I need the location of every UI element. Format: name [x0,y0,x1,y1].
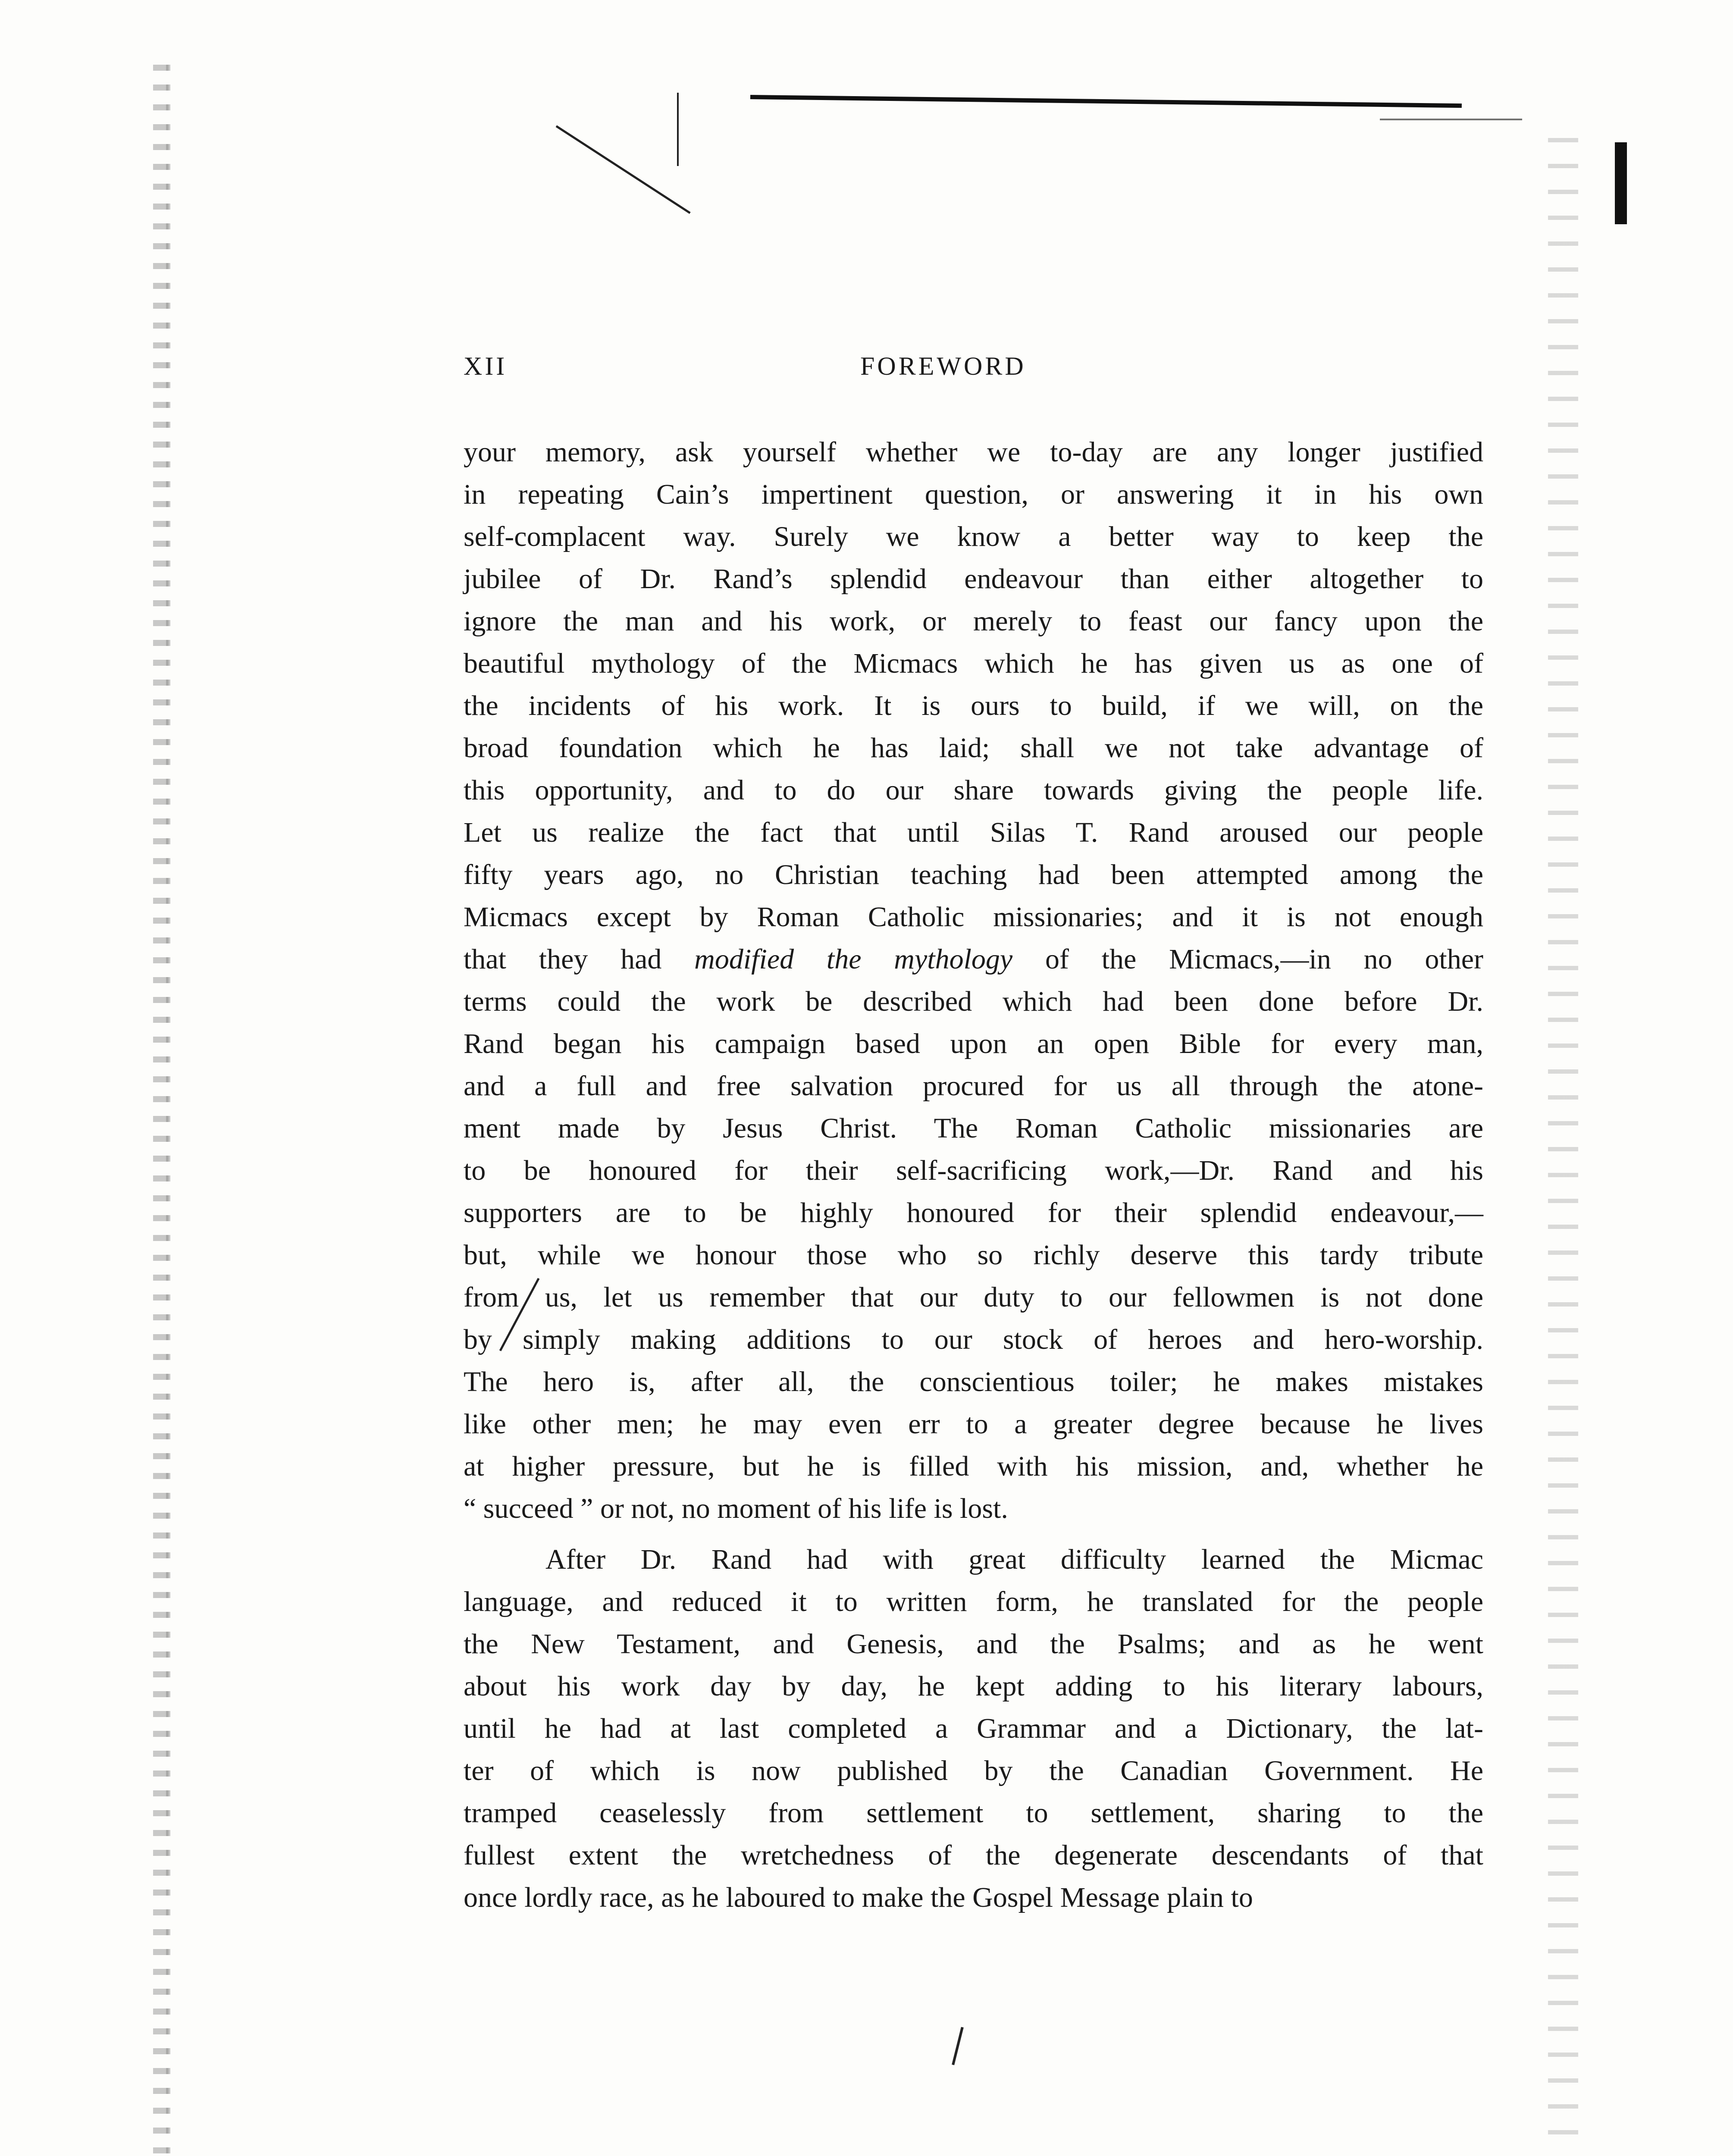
text-line: broad foundation which he has laid; shall we not take advantage of [464,732,1483,764]
text-line: from us, let us remember that our duty to our fellowmen is not done [464,1282,1483,1313]
text-line: language, and reduced it to written form, he translated for the people [464,1586,1483,1617]
text-line: Let us realize the fact that until Silas T. Rand aroused our people [464,817,1483,848]
text-line: the incidents of his work. It is ours to build, if we will, on the [464,690,1483,721]
text-line: until he had at last completed a Grammar and a Dictionary, the lat- [464,1713,1483,1744]
text-line: tramped ceaselessly from settlement to settlement, sharing to the [464,1797,1483,1829]
body-text [464,431,1483,1919]
scan-edge-line-left [166,65,169,2156]
text-line: terms could the work be described which had been done before Dr. [464,986,1483,1017]
text-run: that they had [464,943,695,975]
text-line: After Dr. Rand had with great difficulty learned the Micmac [545,1544,1483,1575]
italic-phrase: modified the mythology [694,943,1013,975]
paragraph-gap [464,1530,1483,1539]
paragraph [464,431,1483,1530]
text-line: ment made by Jesus Christ. The Roman Catholic missionaries are [464,1112,1483,1144]
text-line: but, while we honour those who so richly deserve this tardy tribute [464,1239,1483,1271]
text-line: Micmacs except by Roman Catholic missionaries; and it is not enough [464,901,1483,933]
text-line: ignore the man and his work, or merely to feast our fancy upon the [464,605,1483,637]
paragraph [464,1539,1483,1919]
pen-mark-diagonal [556,125,691,214]
text-line: about his work day by day, he kept adding to his literary labours, [464,1670,1483,1702]
text-line: this opportunity, and to do our share towards giving the people life. [464,774,1483,806]
page-number: XII [464,352,508,380]
scan-rule-top-tail [1380,119,1522,120]
scan-rule-top [750,95,1462,108]
text-line: “ succeed ” or not, no moment of his life is lost. [464,1493,1008,1524]
text-line: in repeating Cain’s impertinent question, or answering it in his own [464,479,1483,510]
text-line: fifty years ago, no Christian teaching had been attempted among the [464,859,1483,890]
text-line: by simply making additions to our stock of heroes and hero-worship. [464,1324,1483,1355]
text-run: of the Micmacs,—in no other [1012,943,1483,975]
text-line: your memory, ask yourself whether we to-day are any longer justified [464,436,1483,468]
text-line: fullest extent the wretchedness of the degenerate descendants of that [464,1839,1483,1871]
text-line: The hero is, after all, the conscientious toiler; he makes mistakes [464,1366,1483,1398]
text-line: to be honoured for their self-sacrificing work,—Dr. Rand and his [464,1155,1483,1186]
page-title: FOREWORD [860,352,1026,380]
text-line: at higher pressure, but he is filled with his mission, and, whether he [464,1451,1483,1482]
scan-edge-shadow-right [1548,138,1578,2156]
text-line: the New Testament, and Genesis, and the Psalms; and as he went [464,1628,1483,1660]
text-line: once lordly race, as he laboured to make the Gospel Message plain to [464,1882,1253,1913]
text-line: self-complacent way. Surely we know a better way to keep the [464,521,1483,552]
running-head [464,351,1067,390]
text-line: beautiful mythology of the Micmacs which he has given us as one of [464,648,1483,679]
text-line: jubilee of Dr. Rand’s splendid endeavour than either altogether to [464,563,1483,595]
scan-binding-mark-top [1615,142,1627,224]
pen-mark-vertical [677,93,679,166]
text-line: like other men; he may even err to a greater degree because he lives [464,1408,1483,1440]
text-line: and a full and free salvation procured for us all through the atone- [464,1070,1483,1102]
text-line [464,938,1483,981]
text-line: ter of which is now published by the Canadian Government. He [464,1755,1483,1786]
pen-mark-slash [952,2027,964,2065]
text-line: supporters are to be highly honoured for their splendid endeavour,— [464,1197,1483,1228]
text-line: Rand began his campaign based upon an open Bible for every man, [464,1028,1483,1059]
